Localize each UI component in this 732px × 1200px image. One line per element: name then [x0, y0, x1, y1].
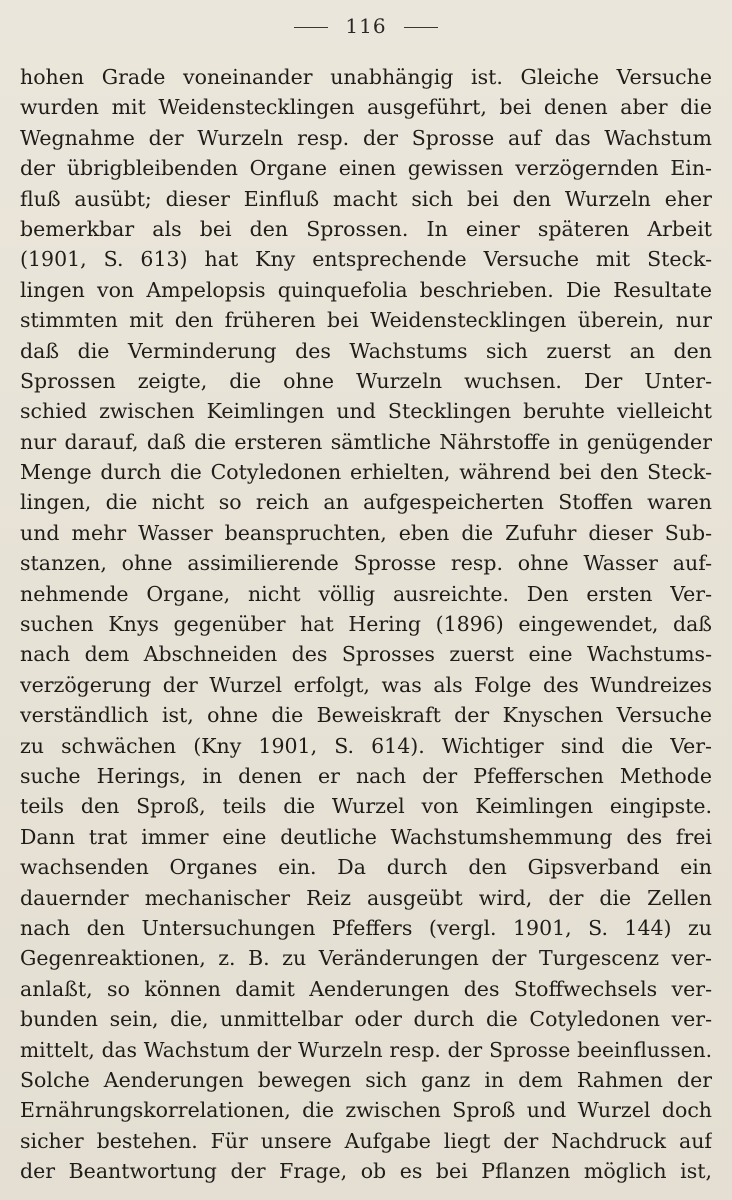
text-line: nach den Untersuchungen Pfeffers (vergl. 1901, S. 144) zu: [20, 915, 712, 940]
text-line: lingen, die nicht so reich an aufgespeicherten Stoffen waren: [20, 490, 712, 515]
text-line: Dann trat immer eine deutliche Wachstumshemmung des frei: [20, 824, 712, 849]
text-line: (1901, S. 613) hat Kny entsprechende Versuche mit Steck-: [20, 247, 712, 272]
text-line: lingen von Ampelopsis quinquefolia beschrieben. Die Resultate: [20, 277, 712, 302]
text-line: mittelt, das Wachstum der Wurzeln resp. der Sprosse beeinflussen.: [20, 1037, 712, 1062]
text-line: Menge durch die Cotyledonen erhielten, während bei den Steck-: [20, 460, 712, 485]
text-line: bunden sein, die, unmittelbar oder durch die Cotyledonen ver-: [20, 1007, 712, 1032]
text-line: schied zwischen Keimlingen und Stecklingen beruhte vielleicht: [20, 399, 712, 424]
text-line: Ernährungskorrelationen, die zwischen Sproß und Wurzel doch: [20, 1098, 712, 1123]
text-line: bemerkbar als bei den Sprossen. In einer späteren Arbeit: [20, 216, 712, 241]
text-line: anlaßt, so können damit Aenderungen des Stoffwechsels ver-: [20, 976, 712, 1001]
header-dash-left: [294, 27, 328, 28]
text-line: stanzen, ohne assimilierende Sprosse resp. ohne Wasser auf-: [20, 551, 712, 576]
text-line: Solche Aenderungen bewegen sich ganz in dem Rahmen der: [20, 1067, 712, 1092]
text-line: wachsenden Organes ein. Da durch den Gipsverband ein: [20, 855, 712, 880]
text-line: und mehr Wasser beanspruchten, eben die Zufuhr dieser Sub-: [20, 520, 712, 545]
text-line: nur darauf, daß die ersteren sämtliche Nährstoffe in genügender: [20, 429, 712, 454]
header-dash-right: [404, 27, 438, 28]
text-line: nehmende Organe, nicht völlig ausreichte. Den ersten Ver-: [20, 581, 712, 606]
text-line: fluß ausübt; dieser Einfluß macht sich bei den Wurzeln eher: [20, 186, 712, 211]
page-header: [0, 14, 732, 38]
text-line: sicher bestehen. Für unsere Aufgabe liegt der Nachdruck auf: [20, 1128, 712, 1153]
text-line: teils den Sproß, teils die Wurzel von Keimlingen eingipste.: [20, 794, 712, 819]
text-line: Gegenreaktionen, z. B. zu Veränderungen der Turgescenz ver-: [20, 946, 712, 971]
text-line: Wegnahme der Wurzeln resp. der Sprosse auf das Wachstum: [20, 125, 712, 150]
text-line: der übrigbleibenden Organe einen gewissen verzögernden Ein-: [20, 156, 712, 181]
text-line: verzögerung der Wurzel erfolgt, was als Folge des Wundreizes: [20, 672, 712, 697]
text-line: zu schwächen (Kny 1901, S. 614). Wichtiger sind die Ver-: [20, 733, 712, 758]
text-line: suchen Knys gegenüber hat Hering (1896) eingewendet, daß: [20, 612, 712, 637]
text-line: suche Herings, in denen er nach der Pfefferschen Methode: [20, 763, 712, 788]
text-line: stimmten mit den früheren bei Weidenstecklingen überein, nur: [20, 308, 712, 333]
text-line: der Beantwortung der Frage, ob es bei Pflanzen möglich ist,: [20, 1159, 712, 1184]
text-line: dauernder mechanischer Reiz ausgeübt wird, der die Zellen: [20, 885, 712, 910]
text-line: hohen Grade voneinander unabhängig ist. Gleiche Versuche: [20, 65, 712, 89]
text-line: wurden mit Weidenstecklingen ausgeführt, bei denen aber die: [20, 95, 712, 120]
page-number: 116: [345, 14, 387, 38]
body-text: [20, 62, 712, 1186]
text-line: daß die Verminderung des Wachstums sich zuerst an den: [20, 338, 712, 363]
text-line: nach dem Abschneiden des Sprosses zuerst eine Wachstums-: [20, 642, 712, 667]
text-line: verständlich ist, ohne die Beweiskraft der Knyschen Versuche: [20, 703, 712, 728]
text-line: Sprossen zeigte, die ohne Wurzeln wuchsen. Der Unter-: [20, 368, 712, 393]
